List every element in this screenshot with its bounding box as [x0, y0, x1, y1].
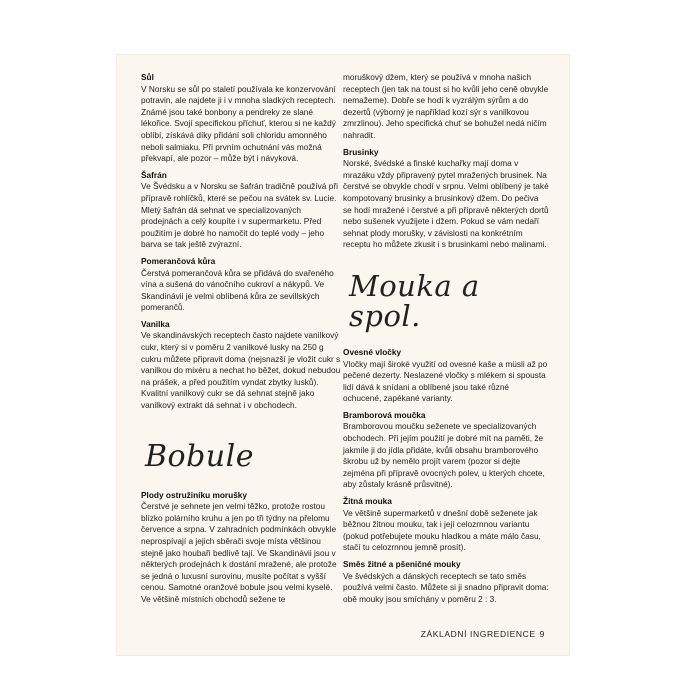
section-vanilka — [141, 319, 341, 412]
section-safran — [141, 170, 341, 251]
section-sul — [141, 72, 341, 165]
section-text: Bramborovou moučku seženete ve specializovaných obchodech. Při jejím použití je dobré mít na paměti, že jakmile ji do jídla přidáte, kvůli obsahu bramborového škrobu už by nemělo projít varem (pozor si dejte zejména při přípravě ovocných polev, u kterých chcete, aby zůstaly krásně průsvitné). — [343, 421, 545, 490]
section-heading: Ovesné vločky — [343, 346, 402, 357]
section-bramborova-moucka — [343, 410, 549, 491]
section-brusinky — [343, 147, 549, 251]
section-text: Čerstvé je sehnete jen velmi těžko, protože rostou blízko polárního kruhu a jen po tři týdny na přelomu července a srpna. V zahradních podmínkách obvykle neprospívají a jejich sběrači svoje místa většinou stejně jako houbaři bedlivě tají. Ve Skandinávii jsou v některých prodejnách k dostání mražené, ale protože se jedná o luxusní surovinu, musíte počítat s vyšší cenou. Samotné oranžové bobule jsou velmi kyselé. Ve většině místních obchodů sežene te — [141, 501, 337, 604]
section-heading: Šafrán — [141, 169, 167, 180]
footer-label: ZÁKLADNÍ INGREDIENCE — [420, 629, 536, 639]
chapter-title-bobule: Bobule — [145, 438, 254, 474]
section-text: V Norsku se sůl po staletí používala ke konzervování potravin, ale najdete ji i v mnoha sladkých receptech. Známé jsou také bonbony a pendreky ze slané lékořice. Svojí specifickou příchuť, kterou si ne každý oblíbí, získává díky přidání soli chloridu amonného neboli salmiaku. Při prvním ochutnání vás možná překvapí, ale pozor – může být i návyková. — [141, 83, 336, 164]
section-heading: Bramborová moučka — [343, 409, 426, 420]
left-column — [141, 72, 341, 611]
section-heading: Směs žitné a pšeničné mouky — [343, 559, 461, 569]
book-page — [117, 55, 569, 655]
section-heading: Sůl — [141, 72, 154, 82]
section-zitna-mouka — [343, 496, 549, 554]
section-heading: Vanilka — [141, 318, 170, 329]
page-footer — [421, 629, 545, 639]
section-ostruzinik — [141, 490, 341, 606]
section-text: Norské, švédské a finské kuchařky mají doma v mrazáku vždy připravený pytel mražených brusinek. Na čerstvé se obvykle chodí v srpnu. Velmi oblíbený je také kompotovaný brusinky a brusinkový džem. Do pečiva se hodí mražené i čerstvé a při přípravě některých dortů nebo sušenek využijete i džem. Pokud se vám nedaří sehnat plody morušky, v závislosti na konkrétním receptu ho můžete zkusit i s brusinkami nebo malinami. — [343, 158, 549, 250]
section-text: Ve Švédsku a v Norsku se šafrán tradičně používá při přípravě rohlíčků, které se pečou na svátek sv. Lucie. Mletý šafrán dá sehnat ve specializovaných prodejnách a celý koupíte i v supermarketu. Před použitím je dobré ho namočit do teplé vody – jeho barva se tak ještě zvýrazní. — [141, 181, 338, 250]
section-heading: Žitná mouka — [343, 496, 392, 507]
section-smes-mouky — [343, 559, 549, 605]
section-text: moruškový džem, který se používá v mnoha našich receptech (jen tak na toust si ho kvůli jeho ceně obvykle nemažeme). Dobře se hodí k vyzrálým sýrům a do dezertů (výborný je například kozí sýr s vanilkovou zmrzlinou). Jeho specifická chuť se bohužel nedá ničím nahradit. — [343, 72, 549, 140]
section-text: Vločky mají široké využití od ovesné kaše a müsli až po pečené dezerty. Neslazené vločky s mlékem si spousta lidí dává k snídani a oblíbené jsou také různé ochucené, zapékané varianty. — [343, 358, 548, 404]
section-pomerancova-kura — [141, 256, 341, 314]
section-heading: Brusinky — [343, 146, 379, 157]
section-heading: Plody ostružiníku morušky — [141, 489, 248, 500]
section-text: Ve skandinávských receptech často najdete vanilkový cukr, který si v poměru 2 vanilkové lusky na 250 g cukru můžete připravit doma (nejsnazší je vložit cukr s vanilkou do mixéru a nechat ho běžet, dokud nebudou na prášek, a před použitím vyndat zbytky lusků). Kvalitní vanilkový cukr se dá sehnat stejně jako vanilkový extrakt dá sehnat i v obchodech. — [141, 330, 341, 411]
section-text: Čerstvá pomerančová kůra se přidává do svařeného vína a sušená do vánočního cukroví a nákypů. Ve Skandinávii je velmi oblíbená kůra ze sevillských pomerančů. — [141, 267, 334, 313]
section-text: Ve většině supermarketů v dnešní době seženete jak běžnou žitnou mouku, tak i její celozrnnou variantu (pokud potřebujete mouku hladkou a máte málo času, stačí tu celozrnnou jemně prosít). — [343, 507, 541, 553]
page-number: 9 — [539, 629, 545, 639]
chapter-title-mouka: Mouka a spol. — [349, 268, 480, 333]
section-continuation — [343, 72, 549, 142]
right-column — [343, 72, 549, 610]
section-ovesne-vlocky — [343, 347, 549, 405]
section-heading: Pomerančová kůra — [141, 255, 216, 266]
section-text: Ve švédských a dánských receptech se tato směs používá velmi často. Můžete si ji snadno připravit doma: obě mouky jsou smíchány v poměru 2 : 3. — [343, 570, 549, 604]
